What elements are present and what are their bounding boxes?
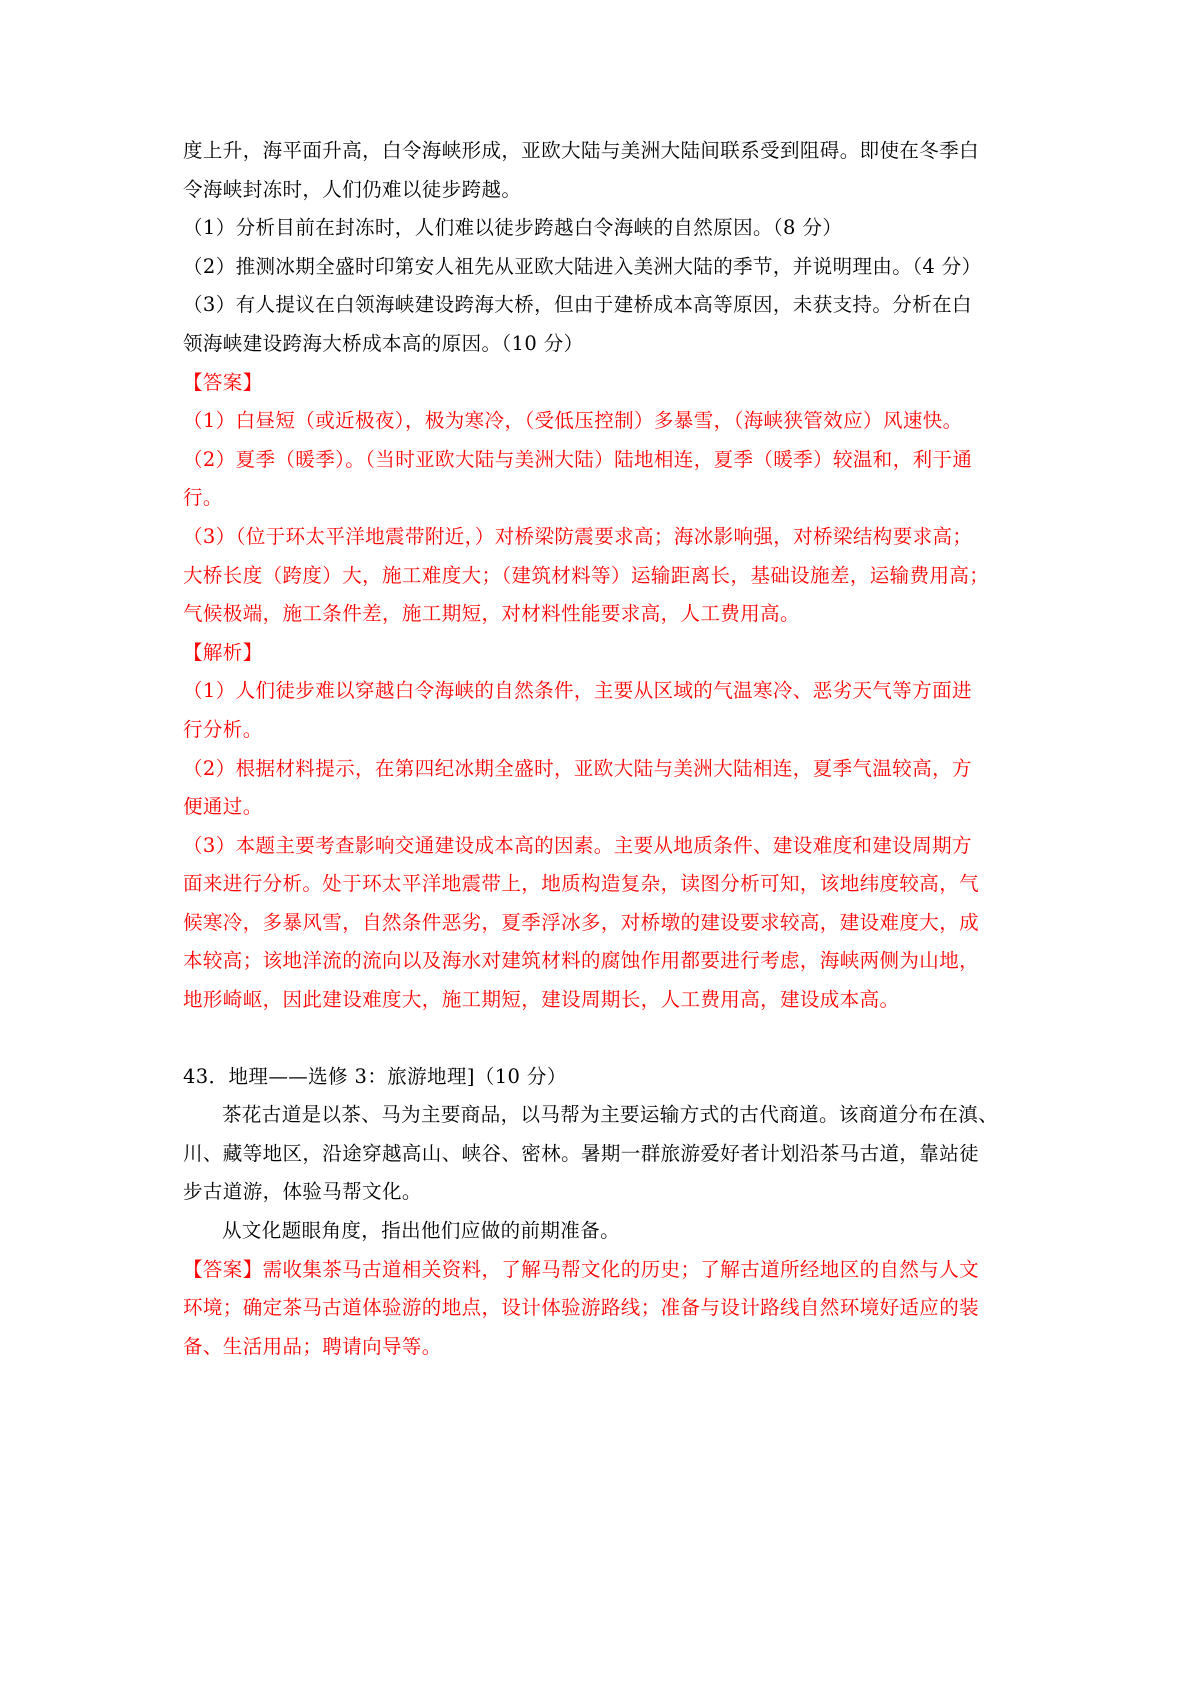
analysis-line: 便通过。	[183, 795, 263, 819]
question-3: （3）有人提议在白领海峡建设跨海大桥，但由于建桥成本高等原因，未获支持。分析在白	[183, 293, 972, 317]
q43-section	[183, 1058, 1028, 1367]
answer-line: （2）夏季（暖季）。（当时亚欧大陆与美洲大陆）陆地相连，夏季（暖季）较温和，利于通	[183, 447, 973, 471]
q43-material-line: 川、藏等地区，沿途穿越高山、峡谷、密林。暑期一群旅游爱好者计划沿茶马古道，靠站徒	[183, 1141, 980, 1165]
q43-material-line: 茶花古道是以茶、马为主要商品，以马帮为主要运输方式的古代商道。该商道分布在滇、	[222, 1103, 999, 1127]
question-1: （1）分析目前在封冻时，人们难以徒步跨越白令海峡的自然原因。（8 分）	[183, 216, 843, 240]
document-page	[183, 132, 1028, 1366]
q43-title: 43．地理——选修 3：旅游地理]（10 分）	[183, 1064, 567, 1088]
material-line: 度上升，海平面升高，白令海峡形成，亚欧大陆与美洲大陆间联系受到阻碍。即使在冬季白	[183, 139, 980, 162]
q42-analysis-section	[183, 634, 1028, 1020]
analysis-line: （3）本题主要考查影响交通建设成本高的因素。主要从地质条件、建设难度和建设周期方	[183, 833, 972, 857]
material-line: 令海峡封冻时，人们仍难以徒步跨越。	[183, 177, 522, 201]
answer-line: 大桥长度（跨度）大，施工难度大；（建筑材料等）运输距离长，基础设施差，运输费用高；	[183, 563, 990, 587]
question-2: （2）推测冰期全盛时印第安人祖先从亚欧大陆进入美洲大陆的季节，并说明理由。（4 分）	[183, 254, 982, 278]
q43-answer-line: 环境；确定茶马古道体验游的地点，设计体验游路线；准备与设计路线自然环境好适应的装	[183, 1296, 980, 1320]
analysis-line: 地形崎岖，因此建设难度大，施工期短，建设周期长，人工费用高，建设成本高。	[183, 988, 900, 1012]
q43-answer-line: 备、生活用品；聘请向导等。	[183, 1334, 442, 1358]
analysis-line: （1）人们徒步难以穿越白令海峡的自然条件，主要从区域的气温寒冷、恶劣天气等方面进	[183, 679, 972, 703]
q42-material	[183, 132, 1028, 209]
answer-line: 气候极端，施工条件差，施工期短，对材料性能要求高，人工费用高。	[183, 602, 800, 626]
q42-questions	[183, 209, 1028, 363]
q43-question: 从文化题眼角度，指出他们应做的前期准备。	[222, 1219, 621, 1243]
answer-line: （3）（位于环太平洋地震带附近，）对桥梁防震要求高；海冰影响强，对桥梁结构要求高；	[183, 524, 973, 548]
analysis-line: 行分析。	[183, 717, 263, 741]
question-3-cont: 领海峡建设跨海大桥成本高的原因。（10 分）	[183, 331, 584, 355]
q43-answer-line: 【答案】需收集茶马古道相关资料，了解马帮文化的历史；了解古道所经地区的自然与人文	[183, 1257, 980, 1281]
answer-heading: 【答案】	[183, 370, 263, 394]
analysis-line: 候寒冷，多暴风雪，自然条件恶劣，夏季浮冰多，对桥墩的建设要求较高，建设难度大，成	[183, 910, 980, 934]
analysis-line: 本较高；该地洋流的流向以及海水对建筑材料的腐蚀作用都要进行考虑，海峡两侧为山地，	[183, 949, 980, 973]
q42-answer-section	[183, 364, 1028, 634]
q43-material-line: 步古道游，体验马帮文化。	[183, 1180, 422, 1204]
analysis-heading: 【解析】	[183, 640, 263, 664]
analysis-line: 面来进行分析。处于环太平洋地震带上，地质构造复杂，读图分析可知，该地纬度较高，气	[183, 872, 980, 896]
answer-line: 行。	[183, 486, 223, 510]
answer-line: （1）白昼短（或近极夜），极为寒冷，（受低压控制）多暴雪，（海峡狭管效应）风速快。	[183, 409, 963, 433]
section-gap	[183, 1020, 1028, 1058]
analysis-line: （2）根据材料提示，在第四纪冰期全盛时，亚欧大陆与美洲大陆相连，夏季气温较高，方	[183, 756, 972, 780]
